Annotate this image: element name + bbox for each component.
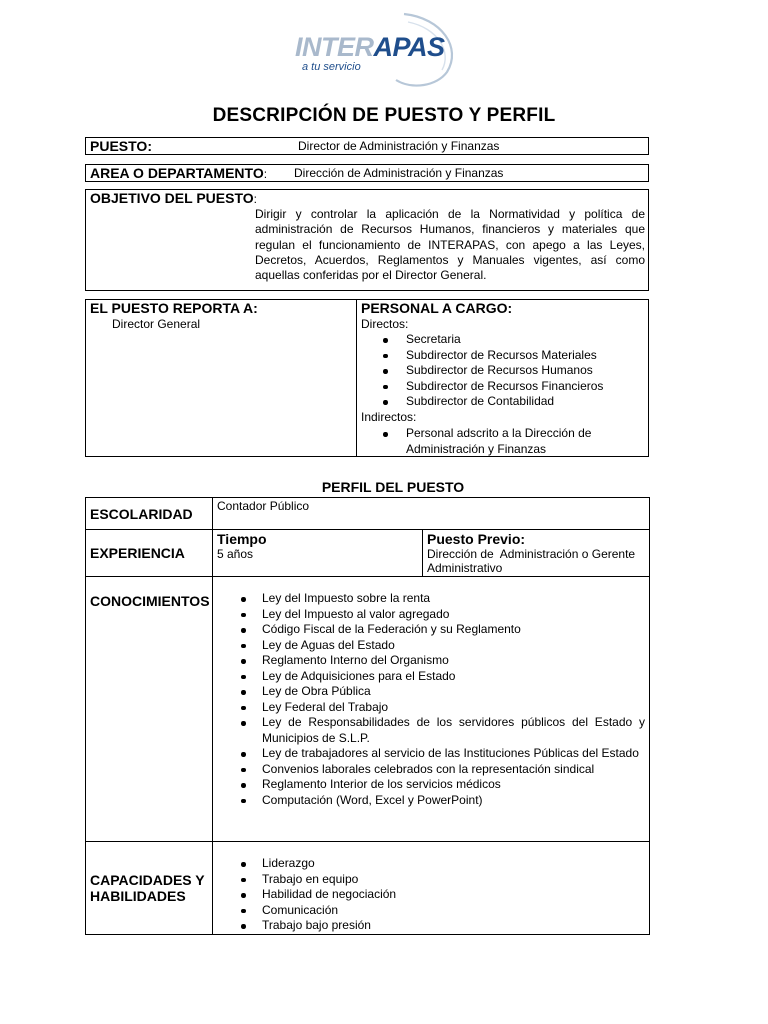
list-item: Ley de trabajadores al servicio de las Instituciones Públicas del Estado — [213, 746, 645, 762]
list-item: Secretaria — [361, 332, 641, 348]
list-item: Subdirector de Recursos Humanos — [361, 363, 641, 379]
list-item: Subdirector de Recursos Materiales — [361, 348, 641, 364]
list-item: Personal adscrito a la Dirección de Administración y Finanzas — [361, 426, 641, 457]
escolaridad-value: Contador Público — [213, 498, 650, 530]
area-box — [85, 164, 649, 182]
puesto-value: Director de Administración y Finanzas — [298, 139, 500, 153]
list-item: Trabajo en equipo — [213, 872, 645, 888]
list-item: Ley de Responsabilidades de los servidores públicos del Estado y Municipios de S.L.P. — [213, 715, 645, 746]
logo-text-apas: APAS — [373, 32, 445, 62]
document-title: DESCRIPCIÓN DE PUESTO Y PERFIL — [212, 105, 556, 126]
objetivo-box — [85, 189, 649, 291]
escolaridad-row — [86, 498, 650, 530]
indirectos-label: Indirectos: — [361, 410, 417, 424]
logo-tagline: a tu servicio — [302, 61, 361, 73]
objetivo-colon: : — [253, 192, 257, 206]
puesto-box — [85, 137, 649, 155]
list-item: Comunicación — [213, 903, 645, 919]
personal-label: PERSONAL A CARGO: — [361, 300, 513, 316]
directos-label: Directos: — [361, 317, 409, 331]
indirectos-list — [361, 426, 641, 457]
tiempo-label: Tiempo — [217, 531, 267, 547]
list-item: Subdirector de Recursos Financieros — [361, 379, 641, 395]
list-item: Ley del Impuesto sobre la renta — [213, 591, 645, 607]
list-item: Ley de Aguas del Estado — [213, 638, 645, 654]
logo-text-inter: INTER — [295, 32, 374, 62]
list-item: Ley Federal del Trabajo — [213, 700, 645, 716]
escolaridad-label: ESCOLARIDAD — [86, 498, 213, 530]
experiencia-label: EXPERIENCIA — [86, 530, 213, 577]
perfil-title: PERFIL DEL PUESTO — [321, 479, 465, 495]
list-item: Código Fiscal de la Federación y su Reglamento — [213, 622, 645, 638]
area-label: AREA O DEPARTAMENTO — [90, 165, 264, 181]
list-item: Ley del Impuesto al valor agregado — [213, 607, 645, 623]
list-item: Computación (Word, Excel y PowerPoint) — [213, 793, 645, 809]
list-item: Reglamento Interno del Organismo — [213, 653, 645, 669]
list-item: Convenios laborales celebrados con la representación sindical — [213, 762, 645, 778]
interapas-logo — [292, 10, 462, 88]
area-colon: : — [263, 167, 268, 181]
list-item: Reglamento Interior de los servicios médicos — [213, 777, 645, 793]
tiempo-value: 5 años — [217, 547, 254, 561]
objetivo-text: Dirigir y controlar la aplicación de la Normatividad y política de administración de Recursos Humanos, financieros y materiales que regulan el funcionamiento de INTERAPAS, con apego a las Leyes, Decretos, Acuerdos, Reglamentos y Manuales vigentes, así como aquellas conferidas por el Director General. — [255, 207, 645, 283]
reporta-personal-box — [85, 299, 649, 457]
experiencia-row — [86, 530, 650, 577]
reporta-label: EL PUESTO REPORTA A: — [90, 300, 258, 316]
svg-text:INTERAPAS — [295, 32, 445, 62]
list-item: Habilidad de negociación — [213, 887, 645, 903]
conocimientos-label: CONOCIMIENTOS — [86, 577, 213, 842]
capacidades-label-line1: CAPACIDADES Y — [90, 872, 205, 888]
list-item: Subdirector de Contabilidad — [361, 394, 641, 410]
capacidades-label-line2: HABILIDADES — [90, 888, 186, 904]
previo-value: Dirección de Administración o Gerente Administrativo — [427, 547, 638, 575]
list-item: Liderazgo — [213, 856, 645, 872]
perfil-table — [85, 497, 650, 935]
area-value: Dirección de Administración y Finanzas — [294, 166, 504, 180]
puesto-label: PUESTO: — [90, 138, 152, 154]
reporta-divider — [356, 300, 357, 456]
list-item: Trabajo bajo presión — [213, 918, 645, 934]
capacidades-row — [86, 842, 650, 935]
directos-list — [361, 332, 641, 410]
conocimientos-row — [86, 577, 650, 842]
reporta-value: Director General — [112, 317, 201, 331]
list-item: Ley de Adquisiciones para el Estado — [213, 669, 645, 685]
list-item: Ley de Obra Pública — [213, 684, 645, 700]
objetivo-label: OBJETIVO DEL PUESTO — [90, 190, 254, 206]
conocimientos-list — [213, 591, 645, 808]
capacidades-list — [213, 856, 645, 934]
previo-label: Puesto Previo: — [427, 531, 526, 547]
